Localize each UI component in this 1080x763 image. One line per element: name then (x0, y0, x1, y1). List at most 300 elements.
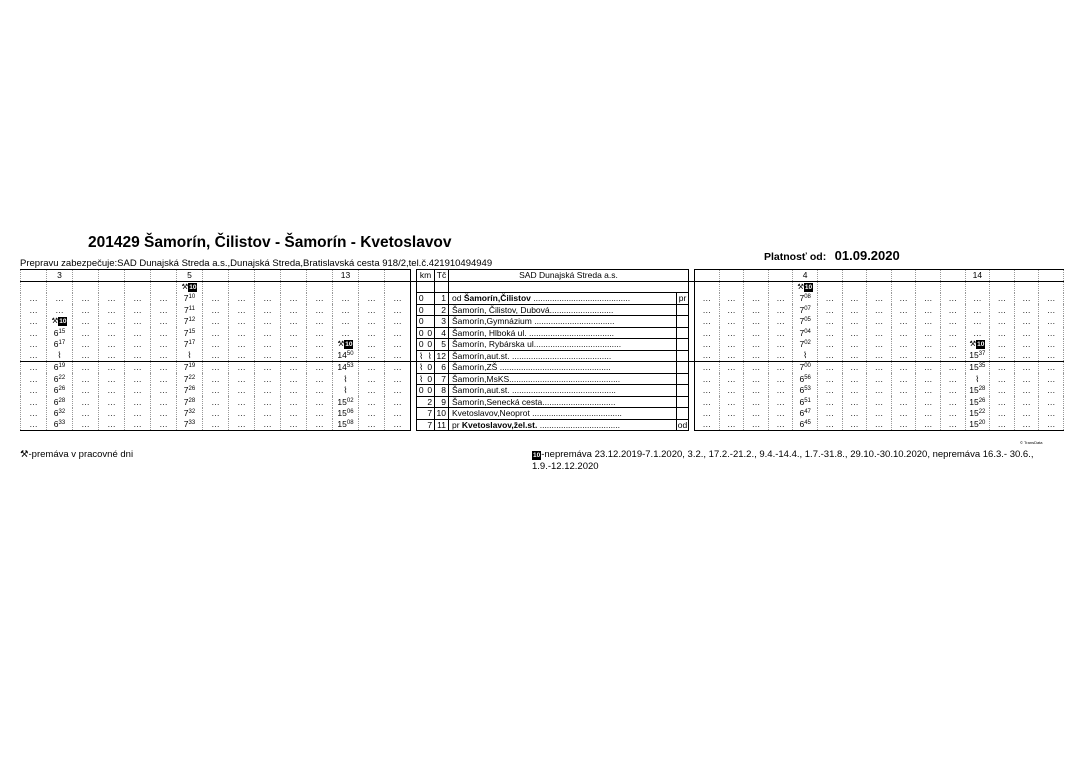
time-hour: 7 (183, 362, 189, 373)
time-cell: … (891, 385, 916, 397)
time-cell: … (125, 350, 151, 362)
time-cell: … (151, 316, 177, 328)
symbol-cell (891, 281, 916, 293)
time-cell: … (359, 419, 385, 431)
time-cell: … (1039, 327, 1064, 339)
table-row (21, 316, 1064, 328)
train-number-cell: 4 (793, 270, 818, 282)
train-number-cell (281, 270, 307, 282)
station-cell (449, 362, 677, 374)
symbol-cell (990, 281, 1015, 293)
time-cell: … (73, 339, 99, 351)
station-cell (449, 385, 677, 397)
time-cell: … (891, 304, 916, 316)
time-cell: … (940, 408, 965, 420)
station-dots: ...................................... (529, 408, 622, 418)
time-cell: … (21, 385, 47, 397)
time-cell: … (744, 304, 769, 316)
time-cell (793, 408, 818, 420)
time-cell: … (1014, 304, 1039, 316)
table-row (21, 350, 1064, 362)
time-cell: … (719, 350, 744, 362)
train-number-cell: 13 (333, 270, 359, 282)
time-cell: … (125, 339, 151, 351)
arrow-cell (677, 373, 689, 385)
time-cell: … (73, 293, 99, 305)
time-hour: 7 (183, 373, 189, 384)
time-cell: … (891, 373, 916, 385)
time-cell: … (940, 373, 965, 385)
time-minute: 33 (58, 420, 66, 427)
symbol-cell (255, 281, 281, 293)
symbol-cell (333, 281, 359, 293)
symbol-cell (744, 281, 769, 293)
arrow-cell (677, 316, 689, 328)
time-cell: … (281, 408, 307, 420)
time-cell: … (255, 373, 281, 385)
badge-icon: 10 (59, 318, 67, 326)
time-minute: 28 (978, 386, 986, 392)
time-cell: … (744, 316, 769, 328)
timetable (20, 269, 1064, 431)
time-hour: 6 (53, 362, 59, 373)
workday-icon: ⚒ (797, 282, 804, 291)
time-cell: … (255, 408, 281, 420)
time-cell (177, 316, 203, 328)
time-cell: … (990, 339, 1015, 351)
time-cell (965, 350, 990, 362)
time-cell: … (1014, 327, 1039, 339)
time-cell: … (768, 327, 793, 339)
time-cell: … (385, 350, 411, 362)
time-hour: 6 (53, 385, 59, 395)
time-cell (965, 385, 990, 397)
time-cell: … (255, 304, 281, 316)
time-cell: … (73, 362, 99, 374)
tc-blank (435, 281, 449, 293)
km-a: 0 (417, 339, 426, 351)
time-cell (177, 350, 203, 362)
time-cell (965, 419, 990, 431)
time-cell: … (385, 339, 411, 351)
time-cell: … (990, 396, 1015, 408)
table-row (21, 408, 1064, 420)
time-cell: … (842, 339, 867, 351)
copyright: © TransData (1020, 440, 1043, 445)
time-cell: … (229, 316, 255, 328)
arrow-cell (677, 350, 689, 362)
km-a: ⌇ (417, 350, 426, 362)
time-cell: … (768, 362, 793, 374)
km-a: 0 (417, 385, 426, 397)
time-cell: … (307, 373, 333, 385)
time-hour: 6 (799, 408, 805, 418)
km-a: 0 (417, 293, 426, 305)
time-cell: … (1039, 316, 1064, 328)
time-hour: 7 (183, 385, 189, 395)
time-cell: … (916, 304, 941, 316)
symbol-cell (21, 281, 47, 293)
time-cell: … (281, 396, 307, 408)
time-hour: 7 (799, 362, 805, 373)
station-name: Šamorín,ZŠ (452, 362, 498, 372)
station-dots: ............................................... (497, 362, 611, 372)
time-hour: 6 (53, 373, 59, 384)
skip-icon: ⌇ (343, 385, 348, 395)
time-cell: … (867, 293, 892, 305)
time-cell: … (768, 408, 793, 420)
symbol-cell (281, 281, 307, 293)
time-hour: 15 (337, 396, 347, 407)
train-number-cell (817, 270, 842, 282)
time-cell: … (1014, 362, 1039, 374)
time-cell: … (281, 362, 307, 374)
train-number-cell (229, 270, 255, 282)
time-cell: … (73, 373, 99, 385)
station-name: Kvetoslavov,Neoprot (452, 408, 530, 418)
time-cell: … (99, 316, 125, 328)
time-cell: … (281, 304, 307, 316)
time-cell: … (99, 408, 125, 420)
time-hour: 6 (53, 419, 59, 430)
time-cell: … (99, 327, 125, 339)
time-cell: … (307, 316, 333, 328)
time-cell: … (744, 396, 769, 408)
time-cell: … (719, 293, 744, 305)
km-a (417, 408, 426, 420)
station-name: Šamorín,aut.st. (452, 350, 510, 361)
time-cell: … (203, 385, 229, 397)
symbol-cell (203, 281, 229, 293)
time-cell: … (916, 327, 941, 339)
tc-cell: 3 (435, 316, 449, 328)
time-cell: … (255, 385, 281, 397)
time-cell: … (151, 419, 177, 431)
time-cell: … (21, 419, 47, 431)
time-minute: 20 (978, 420, 986, 427)
time-cell: … (719, 362, 744, 374)
time-hour: 7 (183, 419, 189, 430)
time-cell: … (719, 327, 744, 339)
train-number-cell: 14 (965, 270, 990, 282)
time-cell (47, 339, 73, 351)
time-cell: … (151, 408, 177, 420)
time-cell: … (21, 339, 47, 351)
time-minute: 32 (58, 409, 66, 415)
symbol-cell (73, 281, 99, 293)
time-cell: … (695, 339, 720, 351)
time-cell: … (203, 339, 229, 351)
time-cell: … (151, 304, 177, 316)
train-number-cell (842, 270, 867, 282)
time-cell: … (255, 396, 281, 408)
station-name: Šamorín,aut.st. (452, 385, 510, 395)
time-cell: … (744, 350, 769, 362)
time-cell: … (73, 304, 99, 316)
km-b: ⌇ (426, 350, 435, 362)
tc-cell: 12 (435, 350, 449, 362)
time-cell: … (255, 339, 281, 351)
time-cell: … (867, 362, 892, 374)
station-dots: .................................... (526, 327, 615, 338)
time-cell (177, 339, 203, 351)
badge-icon: 10 (189, 284, 197, 291)
symbol-cell (793, 281, 818, 293)
time-cell: … (916, 408, 941, 420)
time-cell: … (695, 304, 720, 316)
time-cell: … (867, 304, 892, 316)
symbol-cell (695, 281, 720, 293)
time-cell: … (21, 316, 47, 328)
workday-icon: ⚒ (181, 282, 189, 291)
tc-cell: 2 (435, 304, 449, 316)
time-cell: … (203, 327, 229, 339)
time-minute: 11 (188, 305, 195, 312)
time-minute: 50 (346, 351, 354, 358)
time-cell: … (990, 385, 1015, 397)
arrow-cell: pr (677, 293, 689, 305)
time-cell: … (695, 327, 720, 339)
time-cell: … (125, 316, 151, 328)
time-minute: 05 (804, 317, 811, 323)
time-cell: … (842, 362, 867, 374)
time-cell: … (817, 304, 842, 316)
time-cell: … (891, 419, 916, 431)
arrow-cell (677, 327, 689, 339)
station-cell (449, 293, 677, 305)
time-cell: … (125, 408, 151, 420)
train-number-cell (940, 270, 965, 282)
train-number-cell (385, 270, 411, 282)
time-cell: … (842, 316, 867, 328)
time-cell: … (229, 293, 255, 305)
station-dots: ............................... (542, 396, 616, 407)
time-cell (177, 385, 203, 397)
time-cell: … (768, 293, 793, 305)
station-name: Šamorín, Rybárska ul. (452, 339, 537, 349)
time-minute: 37 (978, 351, 986, 358)
time-cell: … (916, 419, 941, 431)
time-cell (47, 362, 73, 374)
time-hour: 15 (969, 408, 979, 418)
time-cell (177, 293, 203, 305)
time-cell: … (891, 327, 916, 339)
table-row (21, 419, 1064, 431)
time-cell: … (916, 362, 941, 374)
arrow-cell (677, 408, 689, 420)
time-hour: 15 (969, 385, 979, 395)
station-name: Šamorín,Senecká cesta (452, 396, 543, 407)
time-cell: … (695, 293, 720, 305)
station-flag: od (452, 293, 464, 303)
time-cell: … (891, 316, 916, 328)
time-cell: … (99, 293, 125, 305)
time-cell: … (21, 373, 47, 385)
station-dots: ............................................... (509, 373, 621, 384)
time-cell: … (940, 304, 965, 316)
time-minute: 19 (58, 363, 66, 370)
table-row (21, 293, 1064, 305)
time-hour: 7 (799, 304, 805, 315)
km-b: 0 (426, 339, 435, 351)
train-number-cell (203, 270, 229, 282)
time-cell: … (867, 419, 892, 431)
time-cell: … (744, 362, 769, 374)
time-cell: … (255, 327, 281, 339)
station-cell (449, 408, 677, 420)
time-cell: … (1014, 419, 1039, 431)
time-cell: … (744, 327, 769, 339)
time-cell: … (47, 304, 73, 316)
station-dots: ......................................... (530, 293, 631, 303)
km-a: 0 (417, 316, 426, 328)
time-cell: … (1014, 396, 1039, 408)
time-cell: … (867, 316, 892, 328)
time-cell: … (73, 385, 99, 397)
time-cell: … (99, 304, 125, 316)
time-cell: … (695, 362, 720, 374)
time-minute: 28 (188, 397, 196, 404)
time-hour: 15 (337, 419, 347, 430)
tc-cell: 5 (435, 339, 449, 351)
time-cell: … (125, 362, 151, 374)
table-row (21, 396, 1064, 408)
train-number-cell (359, 270, 385, 282)
station-name: Šamorín, Hlboká ul. (452, 327, 527, 338)
time-cell: … (255, 293, 281, 305)
station-dots: .................................. (537, 419, 621, 430)
time-cell: … (73, 419, 99, 431)
carrier-header: SAD Dunajská Streda a.s. (449, 270, 689, 282)
time-cell: … (719, 304, 744, 316)
time-cell (177, 396, 203, 408)
train-number-cell (1014, 270, 1039, 282)
time-cell (333, 385, 359, 397)
time-cell: … (768, 339, 793, 351)
time-cell: … (385, 385, 411, 397)
time-hour: 7 (183, 293, 189, 303)
time-cell: … (1039, 408, 1064, 420)
time-cell: … (990, 419, 1015, 431)
time-minute: 10 (188, 294, 196, 300)
time-cell: … (990, 327, 1015, 339)
table-row (21, 327, 1064, 339)
time-cell (965, 339, 990, 351)
time-cell: … (965, 327, 990, 339)
time-minute: 06 (346, 409, 354, 415)
time-cell (177, 373, 203, 385)
time-cell: … (333, 316, 359, 328)
time-hour: 6 (53, 327, 59, 338)
km-b: 7 (426, 419, 435, 431)
workday-icon: ⚒ (969, 339, 977, 349)
symbol-cell (719, 281, 744, 293)
time-cell (793, 350, 818, 362)
station-dots: .......................................... (509, 350, 612, 361)
symbol-cell (1014, 281, 1039, 293)
symbol-cell (940, 281, 965, 293)
km-a: 0 (417, 327, 426, 339)
tc-cell: 6 (435, 362, 449, 374)
time-cell (177, 327, 203, 339)
time-cell: … (990, 408, 1015, 420)
time-cell: … (867, 350, 892, 362)
badge-icon: 10 (345, 341, 353, 349)
time-cell (47, 385, 73, 397)
time-cell: … (695, 396, 720, 408)
symbol-cell (47, 281, 73, 293)
skip-icon: ⌇ (343, 373, 348, 384)
time-cell: … (1039, 350, 1064, 362)
time-cell: … (99, 339, 125, 351)
time-cell: … (817, 339, 842, 351)
time-hour: 6 (799, 419, 805, 430)
time-cell: … (359, 316, 385, 328)
time-cell: … (203, 362, 229, 374)
km-b: 2 (426, 396, 435, 408)
time-cell: … (891, 396, 916, 408)
time-minute: 22 (188, 374, 196, 381)
time-hour: 7 (183, 316, 189, 326)
time-cell: … (965, 304, 990, 316)
time-cell: … (842, 408, 867, 420)
time-hour: 7 (183, 408, 189, 418)
time-cell: … (1014, 373, 1039, 385)
time-cell: … (867, 408, 892, 420)
time-cell: … (229, 350, 255, 362)
station-cell (449, 304, 677, 316)
time-cell: … (359, 350, 385, 362)
symbol-cell (916, 281, 941, 293)
km-a (417, 396, 426, 408)
time-minute: 26 (58, 386, 66, 392)
time-cell: … (817, 419, 842, 431)
time-cell: … (125, 327, 151, 339)
time-cell: … (385, 419, 411, 431)
time-minute: 19 (188, 363, 196, 370)
time-cell (965, 373, 990, 385)
time-cell: … (916, 316, 941, 328)
station-blank (449, 281, 689, 293)
time-cell: … (99, 362, 125, 374)
arrow-cell (677, 396, 689, 408)
time-cell: … (891, 408, 916, 420)
time-cell: … (891, 339, 916, 351)
time-cell (333, 396, 359, 408)
km-b: 0 (426, 327, 435, 339)
time-hour: 14 (337, 362, 347, 373)
time-cell (793, 304, 818, 316)
time-cell (793, 293, 818, 305)
time-cell: … (940, 327, 965, 339)
time-hour: 6 (799, 385, 805, 395)
arrow-cell (677, 304, 689, 316)
time-cell: … (359, 385, 385, 397)
station-cell (449, 327, 677, 339)
page-title: 201429 Šamorín, Čilistov - Šamorín - Kvetoslavov (88, 234, 452, 251)
time-cell (47, 316, 73, 328)
time-cell: … (99, 385, 125, 397)
time-cell: … (125, 396, 151, 408)
time-cell: … (940, 350, 965, 362)
time-cell: … (719, 385, 744, 397)
km-b (426, 316, 435, 328)
time-hour: 7 (799, 293, 805, 303)
time-cell: … (281, 293, 307, 305)
time-cell: … (744, 293, 769, 305)
time-cell: … (817, 362, 842, 374)
time-cell: … (21, 362, 47, 374)
